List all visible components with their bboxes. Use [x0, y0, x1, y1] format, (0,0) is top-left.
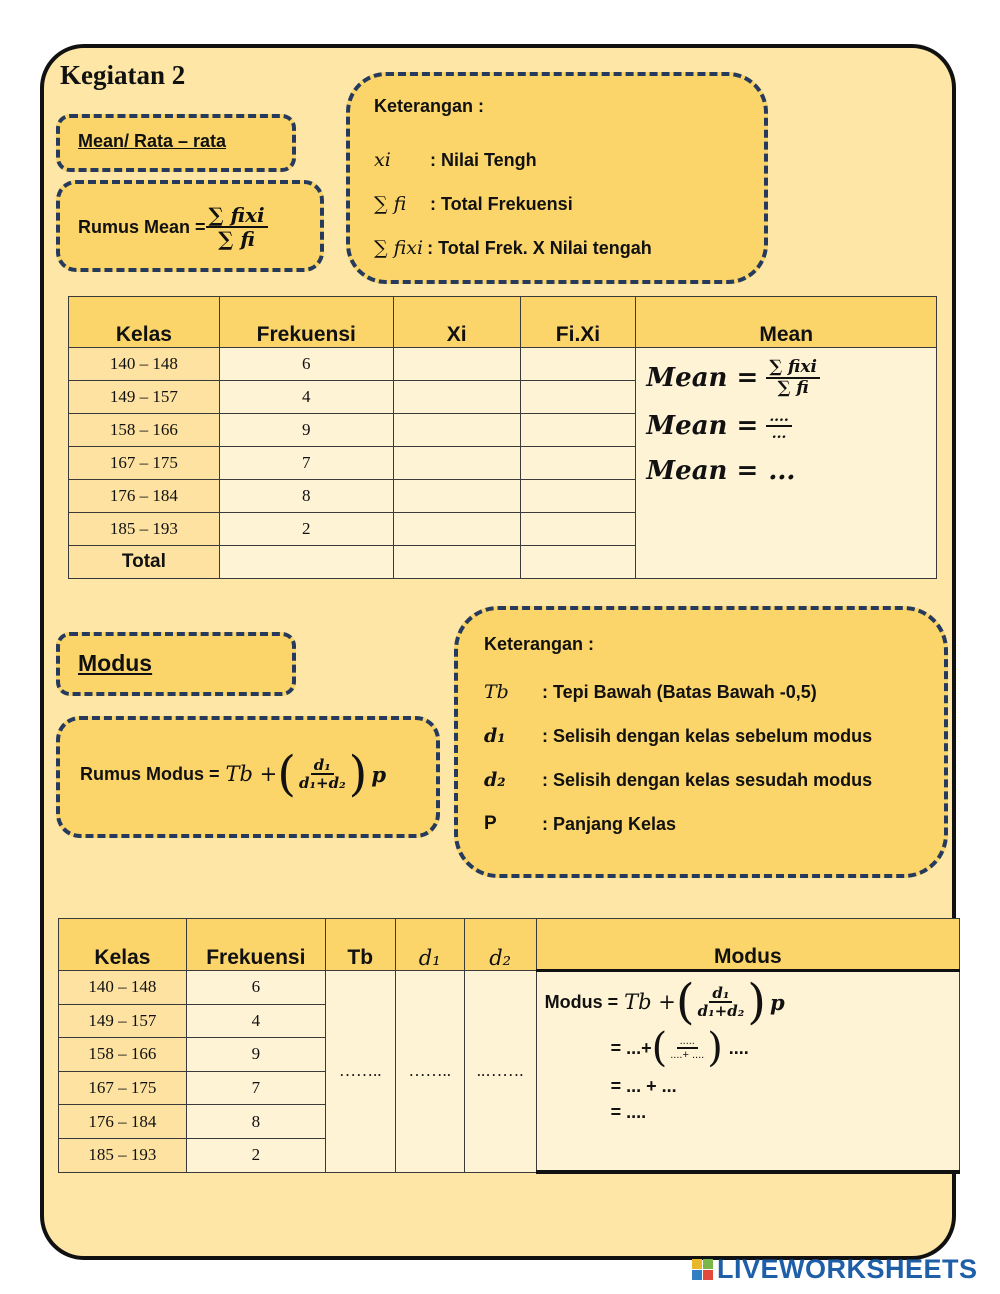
- mean-table: [68, 296, 937, 579]
- left-paren-icon: (: [651, 1025, 668, 1071]
- fixi-input-cell[interactable]: [520, 513, 636, 546]
- kelas-cell: 176 – 184: [59, 1105, 187, 1139]
- legend-item: [484, 714, 872, 758]
- frekuensi-cell: 4: [219, 381, 393, 414]
- col-header-mean: Mean: [636, 297, 937, 348]
- legend-symbol: d₂: [484, 769, 506, 791]
- watermark-text: LIVEWORKSHEETS: [717, 1254, 978, 1284]
- modus-legend-title: Keterangan :: [484, 634, 595, 654]
- kelas-cell: 185 – 193: [69, 513, 220, 546]
- mean-formula-den: ∑ fi: [218, 227, 255, 251]
- table-row: [59, 971, 960, 1005]
- mean-word: Mean =: [646, 362, 759, 393]
- modus-calc-p: p: [770, 989, 785, 1015]
- mean-formula-fraction: [206, 204, 268, 250]
- modus-line2-end[interactable]: ....: [728, 1037, 749, 1058]
- legend-item: [484, 670, 872, 714]
- modus-calc-num: d₁: [709, 985, 732, 1004]
- legend-desc: : Panjang Kelas: [542, 813, 677, 834]
- modus-calc-fraction: [695, 985, 748, 1020]
- total-label: Total: [69, 546, 220, 579]
- mean-formula-box: [56, 180, 324, 272]
- xi-input-cell[interactable]: [393, 414, 520, 447]
- mean-heading-box: [56, 114, 296, 172]
- modus-formula-tb: Tb +: [225, 762, 278, 786]
- modus-calc-label: Modus =: [544, 991, 619, 1012]
- mean-formula-label: Rumus Mean =: [78, 216, 206, 237]
- left-paren-icon: (: [675, 974, 695, 1030]
- legend-symbol: ∑ fixi: [374, 237, 424, 259]
- col-header-fixi: Fi.Xi: [520, 297, 636, 348]
- fixi-input-cell[interactable]: [520, 414, 636, 447]
- mean-legend-list: [374, 138, 652, 270]
- right-paren-icon: ): [747, 974, 767, 1030]
- kelas-cell: 158 – 166: [59, 1038, 187, 1072]
- modus-heading-box: [56, 632, 296, 696]
- col-header-d1: d₁: [395, 919, 464, 971]
- left-paren-icon: (: [277, 746, 296, 802]
- frekuensi-cell: 8: [186, 1105, 325, 1139]
- col-header-d2: d₂: [464, 919, 536, 971]
- legend-symbol: ∑ fi: [374, 193, 407, 215]
- kelas-cell: 176 – 184: [69, 480, 220, 513]
- fixi-input-cell[interactable]: [520, 348, 636, 381]
- frekuensi-cell: 2: [186, 1138, 325, 1172]
- mean-word: Mean =: [646, 411, 759, 442]
- total-xi-input[interactable]: [393, 546, 520, 579]
- legend-item: [484, 802, 872, 846]
- modus-line2-den[interactable]: ....+ ....: [670, 1049, 705, 1061]
- modus-line2-start[interactable]: = ...+: [610, 1037, 652, 1058]
- modus-formula-num: d₁: [311, 757, 334, 776]
- kelas-cell: 140 – 148: [59, 971, 187, 1005]
- mean-calc-fraction: [766, 358, 820, 397]
- modus-table: [58, 918, 960, 1174]
- legend-item: [374, 226, 652, 270]
- kelas-cell: 158 – 166: [69, 414, 220, 447]
- legend-item: [374, 138, 652, 182]
- modus-line4[interactable]: = ....: [610, 1102, 647, 1122]
- legend-item: [374, 182, 652, 226]
- legend-symbol: d₁: [484, 725, 506, 747]
- col-header-frekuensi: Frekuensi: [186, 919, 325, 971]
- col-header-modus: Modus: [536, 919, 959, 971]
- modus-formula-p: p: [371, 761, 387, 787]
- xi-input-cell[interactable]: [393, 381, 520, 414]
- legend-symbol: P: [484, 813, 497, 834]
- fixi-input-cell[interactable]: [520, 480, 636, 513]
- mean-legend-box: [346, 72, 768, 284]
- liveworksheets-logo: [692, 1254, 978, 1285]
- page-title: Kegiatan 2: [60, 60, 186, 90]
- frekuensi-cell: 9: [219, 414, 393, 447]
- modus-legend-list: [484, 670, 872, 846]
- liveworksheets-logo-icon: [692, 1259, 713, 1280]
- mean-calc-cell: [636, 348, 937, 579]
- modus-line2-num[interactable]: .....: [677, 1035, 698, 1049]
- mean-blank-num[interactable]: ....: [766, 410, 792, 427]
- frekuensi-cell: 2: [219, 513, 393, 546]
- frekuensi-cell: 9: [186, 1038, 325, 1072]
- modus-line2-fraction[interactable]: [667, 1035, 707, 1061]
- modus-calc-cell: [536, 971, 959, 1173]
- right-paren-icon: ): [707, 1025, 723, 1071]
- col-header-kelas: Kelas: [69, 297, 220, 348]
- modus-formula-fraction: [296, 757, 349, 792]
- d1-input-cell[interactable]: ……..: [395, 971, 464, 1173]
- col-header-xi: Xi: [393, 297, 520, 348]
- kelas-cell: 185 – 193: [59, 1138, 187, 1172]
- frekuensi-cell: 4: [186, 1004, 325, 1038]
- modus-formula-box: [56, 716, 440, 838]
- table-row: [69, 348, 937, 381]
- mean-result-blank[interactable]: ...: [768, 456, 796, 486]
- legend-desc: : Selisih dengan kelas sebelum modus: [542, 725, 873, 746]
- kelas-cell: 140 – 148: [69, 348, 220, 381]
- kelas-cell: 149 – 157: [59, 1004, 187, 1038]
- xi-input-cell[interactable]: [393, 348, 520, 381]
- legend-desc: : Total Frek. X Nilai tengah: [427, 237, 652, 258]
- mean-heading: Mean/ Rata – rata: [78, 131, 227, 151]
- d2-input-cell[interactable]: ..…….: [464, 971, 536, 1173]
- legend-desc: : Tepi Bawah (Batas Bawah -0,5): [542, 681, 817, 702]
- legend-item: [484, 758, 872, 802]
- frekuensi-cell: 8: [219, 480, 393, 513]
- col-header-kelas: Kelas: [59, 919, 187, 971]
- modus-calc-tb: Tb +: [624, 990, 676, 1014]
- modus-formula-label: Rumus Modus =: [80, 763, 220, 784]
- mean-blank-fraction[interactable]: [766, 410, 792, 443]
- mean-formula-num: ∑ fixi: [206, 204, 268, 228]
- legend-symbol: xi: [374, 149, 391, 171]
- xi-input-cell[interactable]: [393, 447, 520, 480]
- frekuensi-cell: 6: [186, 971, 325, 1005]
- total-fixi-input[interactable]: [520, 546, 636, 579]
- mean-blank-den[interactable]: ...: [771, 426, 787, 443]
- mean-word: Mean =: [646, 456, 759, 486]
- tb-input-cell[interactable]: ……..: [325, 971, 395, 1173]
- modus-formula-den: d₁+d₂: [298, 774, 346, 792]
- legend-desc: : Selisih dengan kelas sesudah modus: [542, 769, 873, 790]
- col-header-tb: Tb: [325, 919, 395, 971]
- xi-input-cell[interactable]: [393, 480, 520, 513]
- kelas-cell: 149 – 157: [69, 381, 220, 414]
- mean-calc-den: ∑ fi: [777, 377, 809, 398]
- kelas-cell: 167 – 175: [59, 1071, 187, 1105]
- legend-symbol: Tb: [484, 681, 509, 703]
- frekuensi-cell: 7: [186, 1071, 325, 1105]
- legend-desc: : Total Frekuensi: [430, 193, 573, 214]
- fixi-input-cell[interactable]: [520, 381, 636, 414]
- xi-input-cell[interactable]: [393, 513, 520, 546]
- total-frekuensi-input[interactable]: [219, 546, 393, 579]
- mean-legend-title: Keterangan :: [374, 96, 485, 116]
- frekuensi-cell: 6: [219, 348, 393, 381]
- kelas-cell: 167 – 175: [69, 447, 220, 480]
- modus-legend-box: [454, 606, 948, 878]
- modus-line3[interactable]: = ... + ...: [610, 1076, 677, 1096]
- fixi-input-cell[interactable]: [520, 447, 636, 480]
- modus-calc-den: d₁+d₂: [697, 1002, 745, 1020]
- modus-heading: Modus: [78, 650, 153, 676]
- legend-desc: : Nilai Tengh: [430, 149, 537, 170]
- col-header-frekuensi: Frekuensi: [219, 297, 393, 348]
- right-paren-icon: ): [348, 746, 368, 802]
- frekuensi-cell: 7: [219, 447, 393, 480]
- mean-calc-num: ∑ fixi: [766, 358, 820, 379]
